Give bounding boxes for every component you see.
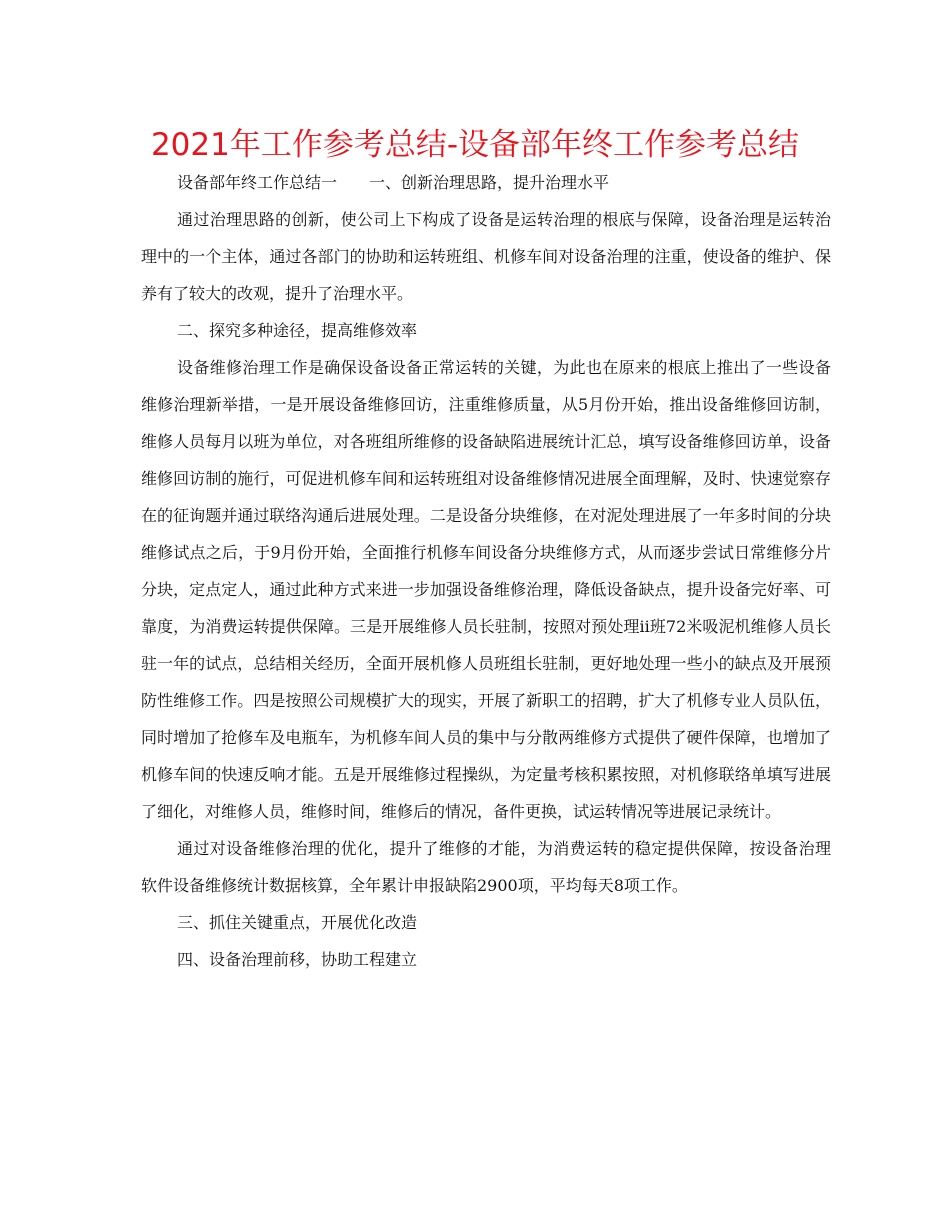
paragraph-2: 设备维修治理工作是确保设备设备正常运转的关键，为此也在原来的根底上推出了一些设备维修治理新举措，一是开展设备维修回访，注重维修质量，从5月份开始，推出设备维修回访制，维修人员每月以班为单位，对各班组所维修的设备缺陷进展统计汇总，填写设备维修回访单，设备维修回访制的施行，可促进机修车间和运转班组对设备维修情况进展全面理解，及时、快速觉察存在的征询题并通过联络沟通后进展处理。二是设备分块维修，在对泥处理进展了一年多时间的分块维修试点之后，于9月份开始，全面推行机修车间设备分块维修方式，从而逐步尝试日常维修分片分块，定点定人，通过此种方式来进一步加强设备维修治理，降低设备缺点，提升设备完好率、可靠度，为消费运转提供保障。三是开展维修人员长驻制，按照对预处理ii班72米吸泥机维修人员长驻一年的试点，总结相关经历，全面开展机修人员班组长驻制，更好地处理一些小的缺点及开展预防性维修工作。四是按照公司规模扩大的现实，开展了新职工的招聘，扩大了机修专业人员队伍，同时增加了抢修车及电瓶车，为机修车间人员的集中与分散两维修方式提供了硬件保障，也增加了机修车间的快速反响才能。五是开展维修过程操纵，为定量考核积累按照，对机修联络单填写进展了细化，对维修人员，维修时间，维修后的情况，备件更换，试运转情况等进展记录统计。 [141,358,831,821]
paragraph-intro: 设备部年终工作总结一 一、创新治理思路，提升治理水平 [177,173,610,192]
document-body [141,164,831,978]
paragraph-1: 通过治理思路的创新，使公司上下构成了设备是运转治理的根底与保障，设备治理是运转治理中的一个主体，通过各部门的协助和运转班组、机修车间对设备治理的注重，使设备的维护、保养有了较大的改观，提升了治理水平。 [141,210,831,303]
section-heading-2: 二、探究多种途径，提高维修效率 [177,321,418,340]
section-heading-4: 四、设备治理前移，协助工程建立 [177,950,418,969]
section-heading-3: 三、抓住关键重点，开展优化改造 [177,913,418,932]
paragraph-3: 通过对设备维修治理的优化，提升了维修的才能，为消费运转的稳定提供保障，按设备治理软件设备维修统计数据核算，全年累计申报缺陷2900项，平均每天8项工作。 [141,839,831,895]
document-title: 2021年工作参考总结-设备部年终工作参考总结 [150,127,800,163]
